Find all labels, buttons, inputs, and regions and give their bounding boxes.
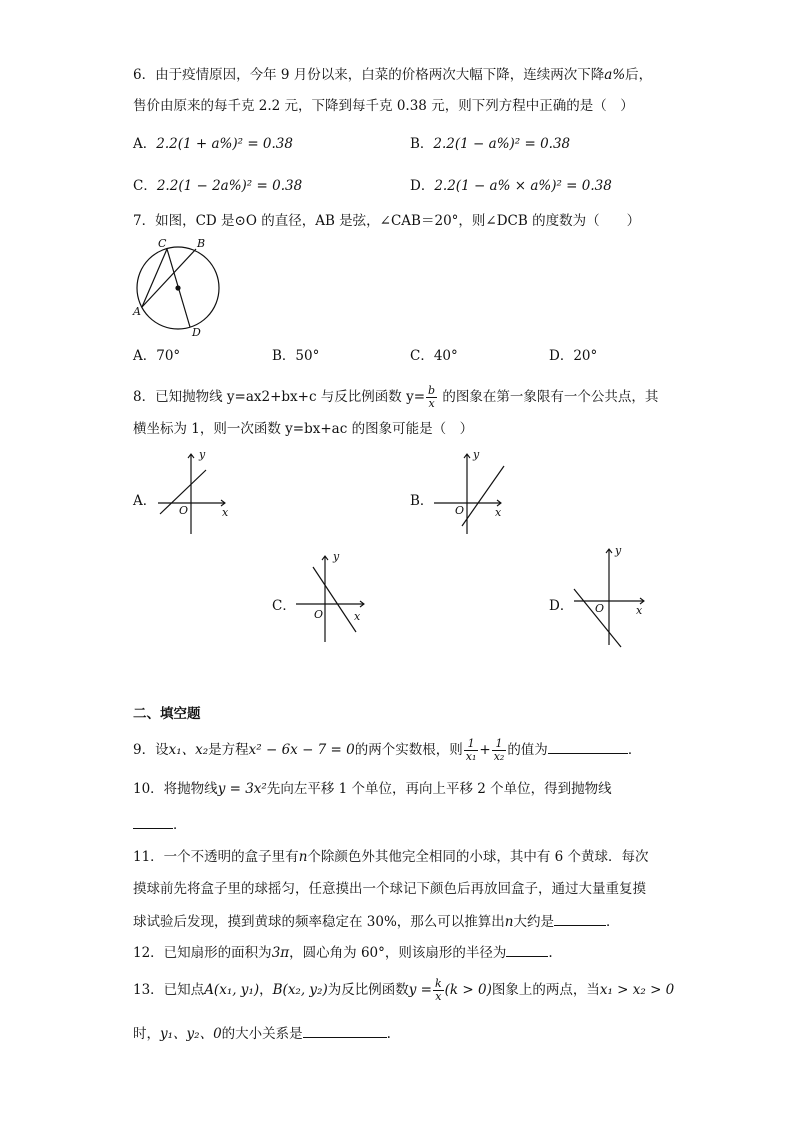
q6-option-d[interactable]: D．2.2(1 − a% × a%)² = 0.38 — [410, 178, 612, 194]
section-fill-in-blank-title: 二、填空题 — [133, 706, 201, 722]
q7-point-d: D — [192, 326, 201, 339]
q7-text: 7．如图，CD 是⊙O 的直径，AB 是弦，∠CAB＝20°，则∠DCB 的度数为（ ） — [133, 213, 641, 229]
q12-answer-blank[interactable] — [506, 942, 548, 957]
q8b-origin-label: O — [455, 504, 465, 517]
q8d-origin-label: O — [595, 602, 605, 615]
q7-option-c[interactable]: C．40° — [410, 348, 458, 364]
q8a-y-label: y — [199, 448, 206, 461]
q6-option-c[interactable]: C．2.2(1 − 2a%)² = 0.38 — [133, 178, 303, 194]
q10-line1: 10．将抛物线y = 3x²先向左平移 1 个单位，再向上平移 2 个单位，得到抛物线 — [133, 781, 612, 797]
q8-line1: 8．已知抛物线 y=ax2+bx+c 与反比例函数 y= $\frac{b}{x}$ 的图象在第一象限有一个公共点，其 — [133, 384, 659, 410]
q8c-y-label: y — [333, 550, 340, 563]
q8-graph-a[interactable] — [150, 448, 240, 538]
q8d-y-label: y — [615, 544, 622, 557]
q13-line2: 时，y₁、y₂、0的大小关系是 . — [133, 1023, 391, 1043]
q7-option-a[interactable]: A．70° — [133, 348, 181, 364]
q9-answer-blank[interactable] — [548, 739, 628, 754]
q8-option-d[interactable]: D． — [549, 598, 574, 614]
q13-answer-blank[interactable] — [303, 1023, 387, 1038]
q8c-x-label: x — [354, 610, 361, 623]
q8-graph-b[interactable] — [426, 448, 516, 538]
q11-line2: 摸球前先将盒子里的球摇匀，任意摸出一个球记下颜色后再放回盒子，通过大量重复摸 — [133, 881, 646, 897]
q7-point-a: A — [133, 305, 141, 318]
q8a-origin-label: O — [179, 504, 189, 517]
q8-line2: 横坐标为 1，则一次函数 y=bx+ac 的图象可能是（ ） — [133, 421, 474, 437]
q13-line1: 13．已知点A(x₁, y₁)，B(x₂, y₂)为反比例函数y = $\frac{k}{x}$ (k > 0)图象上的两点，当x₁ > x₂ > 0 — [133, 977, 675, 1003]
q7-point-c: C — [158, 237, 167, 250]
q10-answer-blank[interactable] — [133, 814, 173, 829]
q7-point-b: B — [197, 237, 206, 250]
q8-graph-c[interactable] — [288, 552, 378, 647]
q6-option-a[interactable]: A．2.2(1 + a%)² = 0.38 — [133, 136, 293, 152]
q9-line: 9．设x₁、x₂是方程x² − 6x − 7 = 0的两个实数根，则 $\frac{1}{\text{x₁}}$ + $\frac{1}{\text{x₂}}$ 的值为 ． — [133, 737, 642, 763]
q6-line1: 6．由于疫情原因，今年 9 月份以来，白菜的价格两次大幅下降，连续两次下降a%后， — [133, 67, 653, 83]
q11-answer-blank[interactable] — [554, 911, 606, 926]
q11-line3: 球试验后发现，摸到黄球的频率稳定在 30%，那么可以推算出n大约是 ． — [133, 911, 620, 931]
q8-option-a[interactable]: A． — [133, 493, 157, 509]
q8-option-c[interactable]: C． — [272, 598, 296, 614]
q6-option-b[interactable]: B．2.2(1 − a%)² = 0.38 — [410, 136, 571, 152]
q8b-y-label: y — [473, 448, 480, 461]
q8-option-b[interactable]: B． — [410, 493, 434, 509]
q6-line2: 售价由原来的每千克 2.2 元，下降到每千克 0.38 元，则下列方程中正确的是（ ） — [133, 98, 634, 114]
q7-option-d[interactable]: D．20° — [549, 348, 598, 364]
q10-line2: ． — [133, 814, 187, 834]
q8d-x-label: x — [636, 604, 643, 617]
q8a-x-label: x — [222, 506, 229, 519]
q8c-origin-label: O — [314, 608, 324, 621]
q8-graph-d[interactable] — [566, 545, 656, 655]
q8-fraction: $\frac{b}{x}$ — [428, 384, 436, 410]
q12-line: 12．已知扇形的面积为3π，圆心角为 60°，则该扇形的半径为 . — [133, 942, 553, 962]
q7-circle-figure — [130, 235, 230, 340]
q11-line1: 11．一个不透明的盒子里有n个除颜色外其他完全相同的小球，其中有 6 个黄球．每次 — [133, 849, 649, 865]
q8b-x-label: x — [495, 506, 502, 519]
q7-option-b[interactable]: B．50° — [272, 348, 320, 364]
